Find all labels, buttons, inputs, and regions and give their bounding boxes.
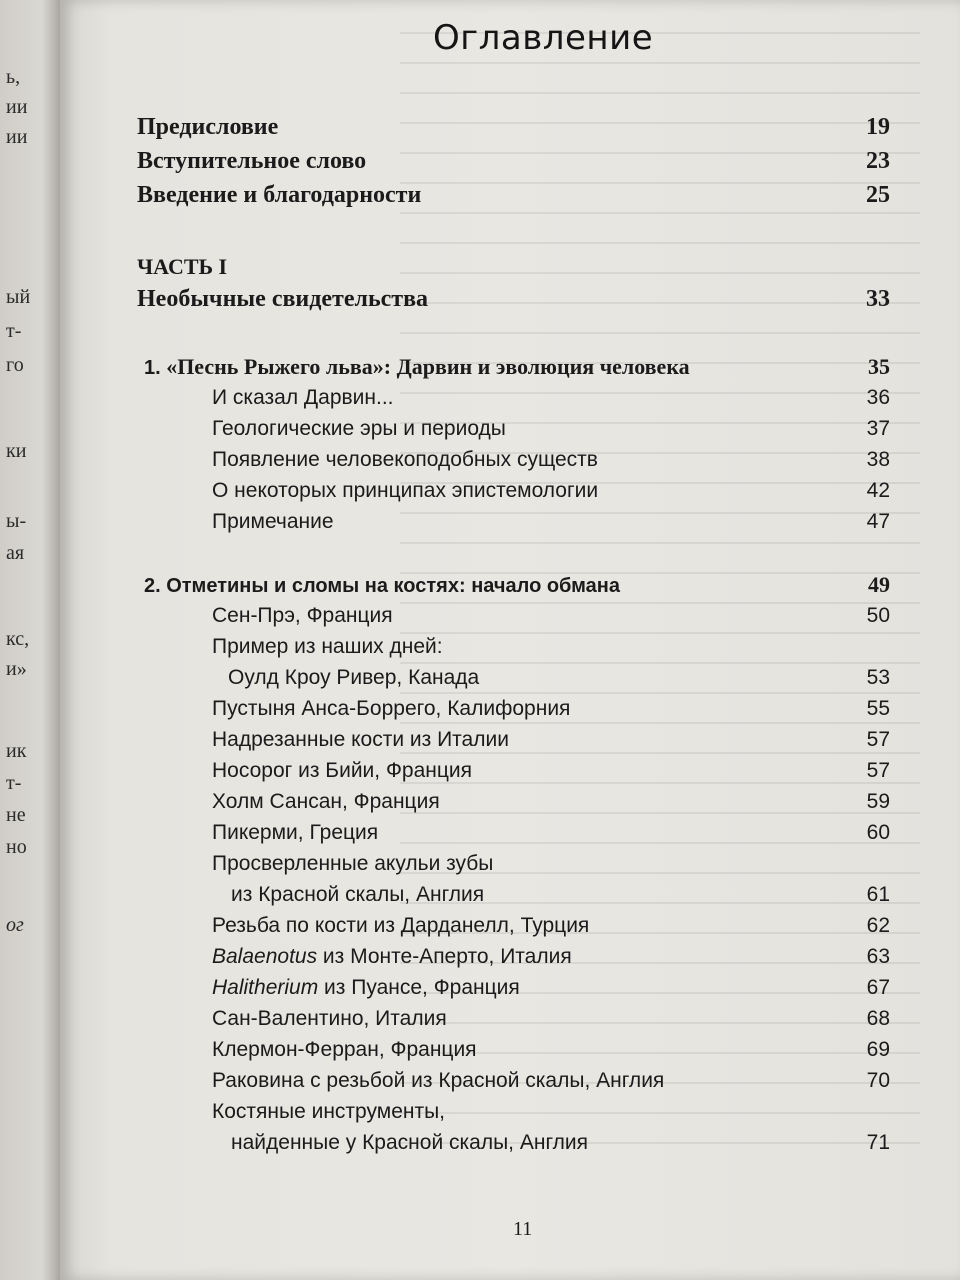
toc-item-label: Пикерми, Греция: [212, 821, 379, 844]
chapter-number: 2.: [144, 575, 161, 597]
toc-item-label-rest: из Пуансе, Франция: [318, 976, 520, 999]
part-title-row: [0, 286, 960, 316]
toc-item-label: Носорог из Бийи, Франция: [212, 759, 472, 782]
toc-item-label: Раковина с резьбой из Красной скалы, Англия: [212, 1069, 665, 1092]
chapter-number: 1.: [144, 357, 161, 379]
toc-item-label: Оулд Кроу Ривер, Канада: [228, 666, 480, 689]
toc-item-label: Клермон-Ферран, Франция: [212, 1038, 477, 1061]
page-number: 11: [513, 1218, 533, 1240]
genus-name: Balaenotus: [212, 945, 318, 968]
margin-fragment: т-: [6, 320, 22, 342]
toc-entry-page: 33: [866, 286, 890, 312]
margin-fragment: т-: [6, 772, 22, 794]
toc-item: [0, 386, 960, 416]
toc-item-page: 57: [866, 728, 890, 751]
toc-item: [0, 1007, 960, 1037]
toc-item: [0, 852, 960, 882]
margin-fragment: ы-: [6, 510, 27, 532]
toc-item-page: 59: [866, 790, 890, 813]
toc-item: [0, 697, 960, 727]
toc-item: [0, 448, 960, 478]
toc-item-continuation: [0, 883, 960, 913]
part-label: ЧАСТЬ I: [137, 254, 228, 279]
toc-item: [0, 604, 960, 634]
toc-item: [0, 510, 960, 540]
toc-item: [0, 479, 960, 509]
margin-fragment: ии: [6, 96, 28, 118]
toc-item-page: 60: [866, 821, 890, 844]
toc-item-page: 57: [866, 759, 890, 782]
toc-entry-page: 25: [866, 182, 890, 208]
toc-item-page: 37: [866, 417, 890, 440]
toc-item-label: И сказал Дарвин...: [212, 386, 394, 409]
toc-item: [0, 417, 960, 447]
margin-fragment: го: [6, 354, 24, 376]
toc-item-label: Сан-Валентино, Италия: [212, 1007, 447, 1030]
genus-name: Halitherium: [212, 976, 319, 999]
margin-fragment: и»: [6, 658, 27, 680]
toc-item: [0, 790, 960, 820]
toc-item-page: 38: [866, 448, 890, 471]
part-heading: [0, 254, 960, 284]
toc-item-page: 61: [866, 883, 890, 906]
toc-item-page: 69: [866, 1038, 890, 1061]
toc-item-continuation: [0, 1131, 960, 1161]
toc-item-page: 42: [866, 479, 890, 502]
toc-item: [0, 821, 960, 851]
toc-item-page: 55: [866, 697, 890, 720]
toc-item-page: 70: [866, 1069, 890, 1092]
toc-entry-page: 49: [868, 572, 890, 597]
margin-fragment: ии: [6, 126, 28, 148]
toc-item-label: Сен-Прэ, Франция: [212, 604, 393, 627]
toc-item-label: [212, 945, 572, 969]
toc-entry-label: Предисловие: [137, 114, 279, 140]
margin-fragment: ь,: [6, 66, 21, 88]
toc-item-label: Холм Сансан, Франция: [212, 790, 440, 813]
toc-item: [0, 945, 960, 975]
chapter-title: [144, 572, 620, 598]
toc-item-label: Надрезанные кости из Италии: [212, 728, 509, 751]
margin-fragment: ик: [6, 740, 27, 762]
toc-item: [0, 1100, 960, 1130]
margin-fragment: ки: [6, 440, 27, 462]
toc-item-label: Резьба по кости из Дарданелл, Турция: [212, 914, 590, 937]
toc-item: [0, 1069, 960, 1099]
toc-entry-label: Введение и благодарности: [137, 182, 422, 208]
toc-entry-page: 35: [868, 354, 890, 379]
toc-item-continuation: [0, 666, 960, 696]
toc-entry: [0, 114, 960, 144]
toc-item-label: Просверленные акульи зубы: [212, 852, 494, 875]
margin-fragment: кс,: [6, 628, 30, 650]
toc-item-label: из Красной скалы, Англия: [231, 883, 485, 906]
chapter-heading: [0, 354, 960, 384]
chapter-heading: [0, 572, 960, 602]
toc-item-label: Появление человекоподобных существ: [212, 448, 598, 471]
toc-item: [0, 728, 960, 758]
toc-entry-label: Вступительное слово: [137, 148, 367, 174]
toc-item-page: 47: [866, 510, 890, 533]
toc-item-page: 67: [866, 976, 890, 999]
toc-item-label: О некоторых принципах эпистемологии: [212, 479, 599, 502]
toc-item-page: 50: [866, 604, 890, 627]
toc-item: [0, 635, 960, 665]
toc-entry: [0, 148, 960, 178]
toc-item: [0, 759, 960, 789]
toc-item: [0, 976, 960, 1006]
toc-entry-page: 19: [866, 114, 890, 140]
toc-item-page: 36: [866, 386, 890, 409]
toc-item: [0, 1038, 960, 1068]
toc-item-label: Пример из наших дней:: [212, 635, 443, 658]
margin-fragment: не: [6, 804, 26, 826]
margin-fragment: ый: [6, 286, 31, 308]
toc-entry: [0, 182, 960, 212]
margin-fragment: ог: [6, 914, 24, 936]
page-title: Оглавление: [433, 18, 654, 58]
margin-fragment: но: [6, 836, 27, 858]
toc-item-label: Пустыня Анса-Боррего, Калифорния: [212, 697, 571, 720]
toc-item-label-rest: из Монте-Аперто, Италия: [317, 945, 572, 968]
toc-item-label: Костяные инструменты,: [212, 1100, 446, 1123]
toc-item-label: [212, 976, 520, 1000]
toc-item-page: 62: [866, 914, 890, 937]
toc-item: [0, 914, 960, 944]
toc-item-page: 68: [866, 1007, 890, 1030]
toc-item-page: 53: [866, 666, 890, 689]
toc-item-label: Геологические эры и периоды: [212, 417, 506, 440]
toc-item-label: Примечание: [212, 510, 334, 533]
toc-item-page: 71: [866, 1131, 890, 1154]
toc-item-label: найденные у Красной скалы, Англия: [231, 1131, 589, 1154]
toc-entry-page: 23: [866, 148, 890, 174]
margin-fragment: ая: [6, 542, 25, 564]
toc-item-page: 63: [866, 945, 890, 968]
chapter-label: «Песнь Рыжего льва»: Дарвин и эволюция человека: [166, 354, 690, 379]
chapter-label: Отметины и сломы на костях: начало обмана: [166, 575, 621, 597]
part-title: Необычные свидетельства: [137, 286, 429, 312]
chapter-title: [144, 354, 690, 380]
